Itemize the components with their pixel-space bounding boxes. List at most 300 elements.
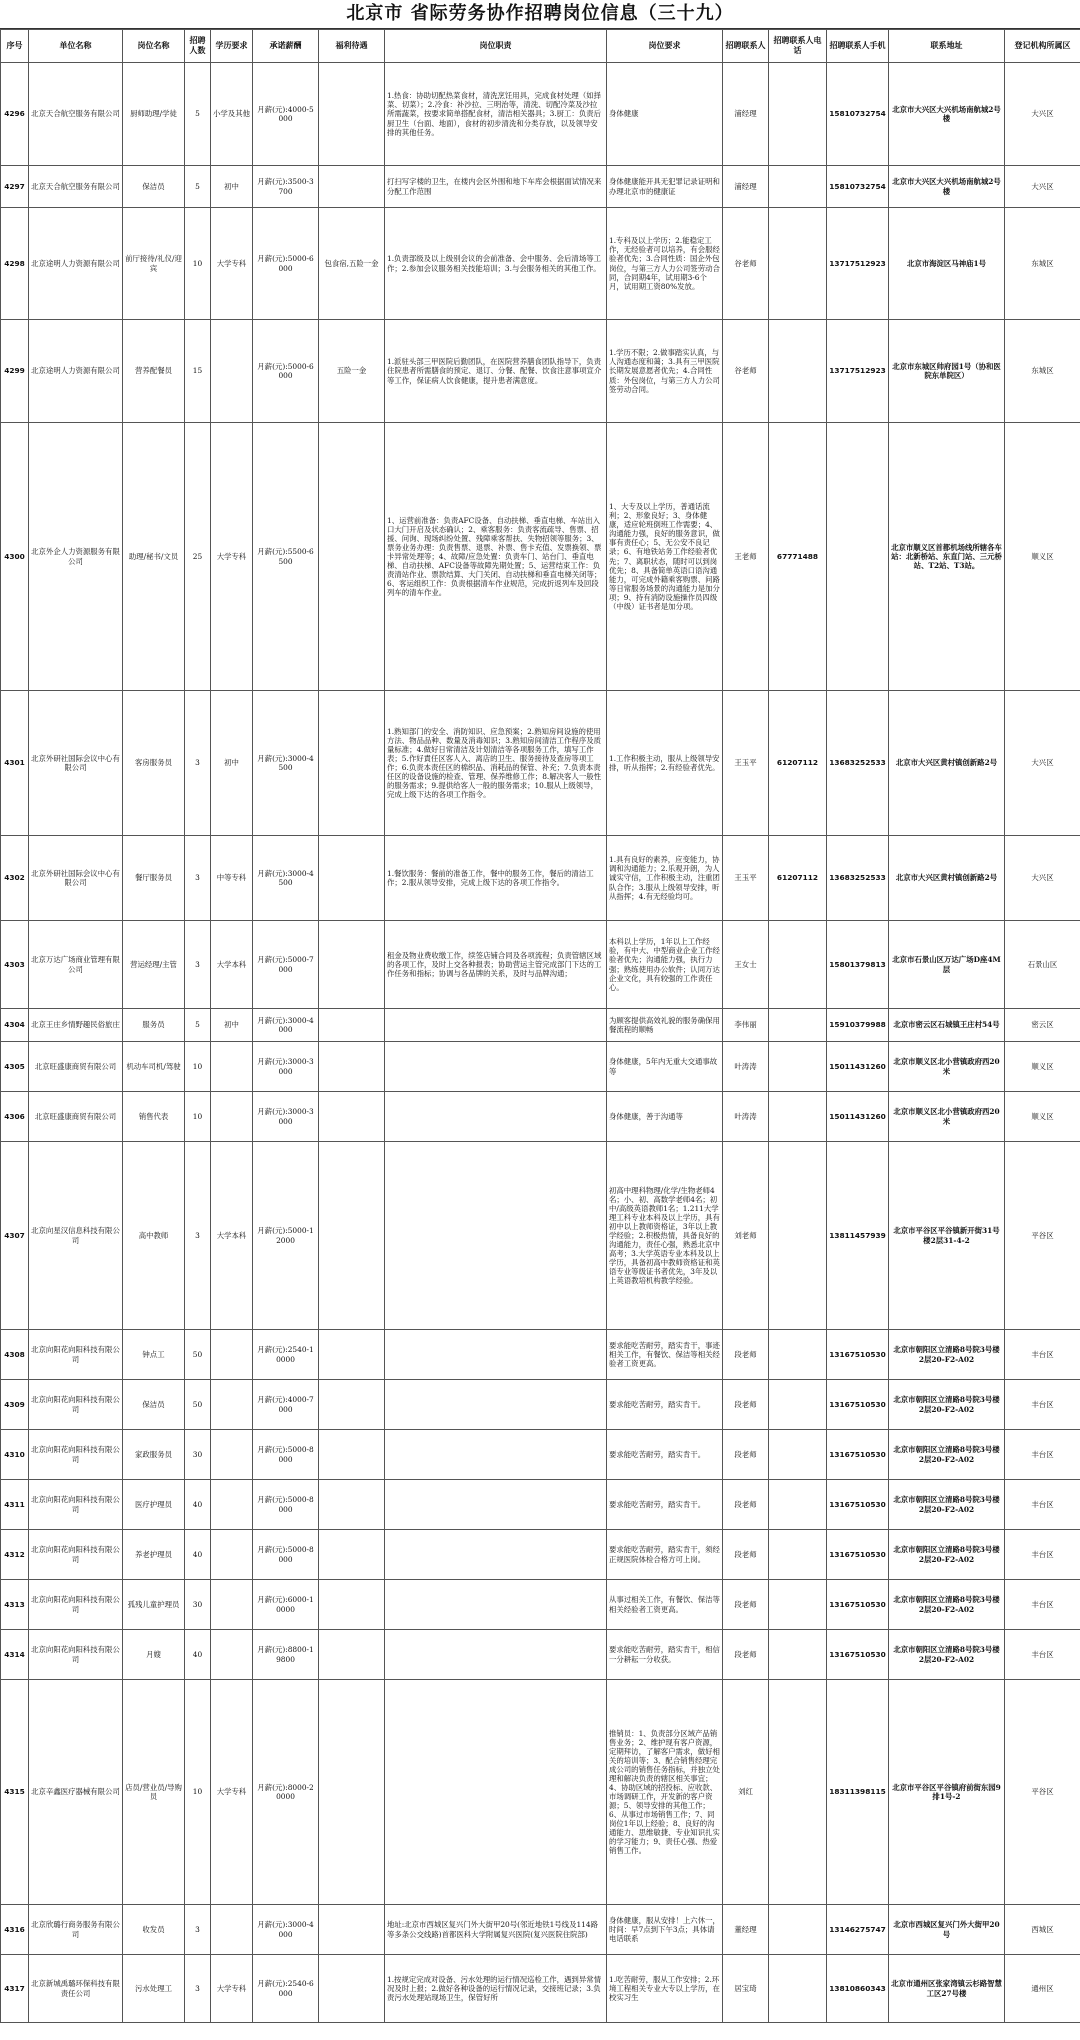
welfare-cell (319, 1042, 385, 1092)
edu-cell: 初中 (211, 166, 253, 208)
welfare-cell (319, 1530, 385, 1580)
district-cell: 西城区 (1005, 1905, 1080, 1955)
district-cell: 丰台区 (1005, 1630, 1080, 1680)
duties-cell (385, 1680, 607, 1905)
address-cell: 北京市朝阳区立清路8号院3号楼2层20-F2-A02 (889, 1480, 1005, 1530)
table-row (1, 1630, 1080, 1680)
header-edu: 学历要求 (211, 30, 253, 63)
position-cell: 孤残儿童护理员 (123, 1580, 185, 1630)
count-cell: 3 (185, 1955, 211, 2023)
district-cell: 东城区 (1005, 320, 1080, 423)
company-cell: 北京向阳花向阳科技有限公司 (29, 1380, 123, 1430)
edu-cell (211, 1380, 253, 1430)
district-cell: 顺义区 (1005, 423, 1080, 691)
duties-cell: 打扫写字楼的卫生，在楼内会区外围和地下车库会根据面试情况来分配工作范围 (385, 166, 607, 208)
tel-cell (769, 1092, 827, 1142)
welfare-cell (319, 1630, 385, 1680)
salary-cell: 月薪(元):4000-5000 (253, 63, 319, 166)
seq: 4301 (1, 691, 29, 836)
count-cell: 3 (185, 921, 211, 1009)
salary-cell: 月薪(元):5500-6500 (253, 423, 319, 691)
edu-cell (211, 1042, 253, 1092)
contact-cell: 叶涛涛 (723, 1092, 769, 1142)
edu-cell: 小学及其他 (211, 63, 253, 166)
mobile-cell: 13167510530 (827, 1430, 889, 1480)
duties-cell: 1.负责部级及以上级别会议的会前准备、会中服务、会后清场等工作；2.参加会议服务相关技能培训；3.与会服务相关的其他工作。 (385, 208, 607, 320)
welfare-cell (319, 1092, 385, 1142)
contact-cell: 浦经理 (723, 63, 769, 166)
contact-cell: 董经理 (723, 1905, 769, 1955)
salary-cell: 月薪(元):5000-8000 (253, 1430, 319, 1480)
salary-cell: 月薪(元):6000-10000 (253, 1580, 319, 1630)
count-cell: 5 (185, 1009, 211, 1042)
tel-cell (769, 1905, 827, 1955)
seq: 4317 (1, 1955, 29, 2023)
address-cell: 北京市平谷区平谷镇新开街31号楼2层31-4-2 (889, 1142, 1005, 1330)
seq: 4304 (1, 1009, 29, 1042)
count-cell: 3 (185, 691, 211, 836)
position-cell: 销售代表 (123, 1092, 185, 1142)
header-duties: 岗位职责 (385, 30, 607, 63)
count-cell: 3 (185, 1142, 211, 1330)
edu-cell: 大学本科 (211, 921, 253, 1009)
mobile-cell: 13717512923 (827, 320, 889, 423)
header-mobile: 招聘联系人手机 (827, 30, 889, 63)
contact-cell: 段老师 (723, 1430, 769, 1480)
requirements-cell: 1、大专及以上学历，普通话流利；2、形象良好；3、身体健康，适应轮班倒班工作需要；4、沟通能力强，良好的服务意识，做事有责任心；5、无公安不良记录；6、有地铁站务工作经验者优先；7、离职状态，随时可以到岗优先；8、具备简单英语口语沟通能力，可完成外籍乘客购票、问路等日常服务场景的沟通能力是加分项；9、持有消防设施操作员四级（中级）证书者是加分项。 (607, 423, 723, 691)
edu-cell (211, 1330, 253, 1380)
tel-cell (769, 1142, 827, 1330)
salary-cell: 月薪(元):4000-7000 (253, 1380, 319, 1430)
company-cell: 北京向阳花向阳科技有限公司 (29, 1530, 123, 1580)
address-cell: 北京市顺义区首都机场线所辖各车站：北新桥站、东直门站、三元桥站、T2站、T3站。 (889, 423, 1005, 691)
table-row (1, 1380, 1080, 1430)
count-cell: 10 (185, 1680, 211, 1905)
company-cell: 北京天合航空服务有限公司 (29, 166, 123, 208)
position-cell: 助理/秘书/文员 (123, 423, 185, 691)
table-row (1, 1142, 1080, 1330)
table-row (1, 166, 1080, 208)
position-cell: 污水处理工 (123, 1955, 185, 2023)
district-cell: 丰台区 (1005, 1330, 1080, 1380)
address-cell: 北京市海淀区马神庙1号 (889, 208, 1005, 320)
header-welfare: 福利待遇 (319, 30, 385, 63)
mobile-cell: 15810732754 (827, 166, 889, 208)
position-cell: 店员/营业员/导购员 (123, 1680, 185, 1905)
address-cell: 北京市大兴区黄村镇创新路2号 (889, 691, 1005, 836)
requirements-cell: 本科以上学历，1年以上工作经验，有中大、中型商业企业工作经验者优先；沟通能力强，执行力强；熟练使用办公软件；认同万达企业文化，具有较强的工作责任心。 (607, 921, 723, 1009)
contact-cell: 李伟丽 (723, 1009, 769, 1042)
header-salary: 承诺薪酬 (253, 30, 319, 63)
position-cell: 收发员 (123, 1905, 185, 1955)
requirements-cell: 为顾客提供高效礼貌的服务确保用餐流程的顺畅 (607, 1009, 723, 1042)
company-cell: 北京新城禹璐环保科技有限责任公司 (29, 1955, 123, 2023)
district-cell: 大兴区 (1005, 166, 1080, 208)
edu-cell: 初中 (211, 691, 253, 836)
district-cell: 密云区 (1005, 1009, 1080, 1042)
count-cell: 40 (185, 1480, 211, 1530)
salary-cell: 月薪(元):3000-3000 (253, 1042, 319, 1092)
count-cell: 3 (185, 1905, 211, 1955)
district-cell: 大兴区 (1005, 691, 1080, 836)
welfare-cell (319, 1680, 385, 1905)
position-cell: 客房服务员 (123, 691, 185, 836)
welfare-cell (319, 1380, 385, 1430)
duties-cell (385, 1092, 607, 1142)
district-cell: 丰台区 (1005, 1480, 1080, 1530)
duties-cell (385, 1430, 607, 1480)
seq: 4296 (1, 63, 29, 166)
contact-cell: 段老师 (723, 1480, 769, 1530)
mobile-cell: 15801379813 (827, 921, 889, 1009)
duties-cell: 1.熟知部门的安全、消防知识、应急预案；2.熟知房间设施的使用方法、物品品种、数量及消毒知识；3.熟知房间清洁工作程序及质量标准；4.做好日常清洁及计划清洁等各项服务工作，填写工作表；5.作好責任区客人入、离店的卫生、服务接待及查房等项工作；6.负责本责任区的棉织品、消耗品的保管、补充；7.负责本责任区的设备设施的检查、管理、保养维修工作；8.解决客人一般性的服务需求；9.提供给客人一般的服务需求；10.服从上级领导，完成上级下达的各项工作指令。 (385, 691, 607, 836)
tel-cell (769, 320, 827, 423)
address-cell: 北京市朝阳区立清路8号院3号楼2层20-F2-A02 (889, 1630, 1005, 1680)
welfare-cell (319, 63, 385, 166)
table-row (1, 1009, 1080, 1042)
seq: 4305 (1, 1042, 29, 1092)
salary-cell: 月薪(元):5000-6000 (253, 208, 319, 320)
tel-cell (769, 1680, 827, 1905)
contact-cell: 谷老师 (723, 208, 769, 320)
tel-cell (769, 921, 827, 1009)
count-cell: 50 (185, 1330, 211, 1380)
requirements-cell: 1.工作积极主动，服从上级领导安排，听从指挥；2.有经验者优先。 (607, 691, 723, 836)
district-cell: 平谷区 (1005, 1680, 1080, 1905)
position-cell: 保洁员 (123, 166, 185, 208)
table-row (1, 1580, 1080, 1630)
requirements-cell: 要求能吃苦耐劳，踏实肯干，事迹相关工作，有餐饮、保洁等相关经验者工资更高。 (607, 1330, 723, 1380)
district-cell: 石景山区 (1005, 921, 1080, 1009)
duties-cell (385, 1009, 607, 1042)
district-cell: 顺义区 (1005, 1042, 1080, 1092)
seq: 4310 (1, 1430, 29, 1480)
mobile-cell: 13167510530 (827, 1630, 889, 1680)
position-cell: 营运经理/主管 (123, 921, 185, 1009)
company-cell: 北京途明人力资源有限公司 (29, 208, 123, 320)
welfare-cell (319, 1480, 385, 1530)
salary-cell: 月薪(元):3500-3700 (253, 166, 319, 208)
district-cell: 丰台区 (1005, 1380, 1080, 1430)
position-cell: 服务员 (123, 1009, 185, 1042)
table-row (1, 1430, 1080, 1480)
header-tel: 招聘联系人电话 (769, 30, 827, 63)
tel-cell (769, 1042, 827, 1092)
requirements-cell: 要求能吃苦耐劳，踏实肯干。 (607, 1480, 723, 1530)
district-cell: 通州区 (1005, 1955, 1080, 2023)
edu-cell: 中等专科 (211, 836, 253, 921)
duties-cell (385, 1330, 607, 1380)
seq: 4312 (1, 1530, 29, 1580)
salary-cell: 月薪(元):2540-6000 (253, 1955, 319, 2023)
table-row (1, 208, 1080, 320)
tel-cell (769, 1630, 827, 1680)
position-cell: 餐厅服务员 (123, 836, 185, 921)
contact-cell: 段老师 (723, 1580, 769, 1630)
mobile-cell: 15011431260 (827, 1042, 889, 1092)
address-cell: 北京市朝阳区立清路8号院3号楼2层20-F2-A02 (889, 1330, 1005, 1380)
table-row (1, 1680, 1080, 1905)
salary-cell: 月薪(元):3000-4500 (253, 836, 319, 921)
district-cell: 东城区 (1005, 208, 1080, 320)
mobile-cell: 13811457939 (827, 1142, 889, 1330)
mobile-cell: 13146275747 (827, 1905, 889, 1955)
welfare-cell (319, 166, 385, 208)
tel-cell (769, 208, 827, 320)
mobile-cell: 18311398115 (827, 1680, 889, 1905)
company-cell: 北京旺盛康商贸有限公司 (29, 1042, 123, 1092)
count-cell: 10 (185, 1042, 211, 1092)
contact-cell: 王玉平 (723, 691, 769, 836)
company-cell: 北京向阳花向阳科技有限公司 (29, 1330, 123, 1380)
mobile-cell: 13717512923 (827, 208, 889, 320)
tel-cell (769, 166, 827, 208)
seq: 4315 (1, 1680, 29, 1905)
welfare-cell (319, 1430, 385, 1480)
address-cell: 北京市朝阳区立清路8号院3号楼2层20-F2-A02 (889, 1530, 1005, 1580)
company-cell: 北京欣璐行商务服务有限公司 (29, 1905, 123, 1955)
mobile-cell: 13167510530 (827, 1330, 889, 1380)
edu-cell: 初中 (211, 1009, 253, 1042)
count-cell: 10 (185, 208, 211, 320)
address-cell: 北京市朝阳区立清路8号院3号楼2层20-F2-A02 (889, 1580, 1005, 1630)
seq: 4311 (1, 1480, 29, 1530)
edu-cell (211, 1430, 253, 1480)
welfare-cell: 五险一金 (319, 320, 385, 423)
welfare-cell (319, 1142, 385, 1330)
mobile-cell: 13167510530 (827, 1380, 889, 1430)
company-cell: 北京外企人力资源服务有限公司 (29, 423, 123, 691)
tel-cell: 67771488 (769, 423, 827, 691)
tel-cell (769, 1009, 827, 1042)
edu-cell: 大学本科 (211, 1142, 253, 1330)
district-cell: 顺义区 (1005, 1092, 1080, 1142)
edu-cell (211, 1905, 253, 1955)
requirements-cell: 推销员：1、负责部分区域产品销售业务；2、维护现有客户资源，定期拜访，了解客户需求，做好相关的培训等；3、配合销售经理完成公司的销售任务指标，并独立处理和解决负责的辖区相关事宜；4、协助区域的招投标、应收款、市场调研工作，开发新的客户资源；5、领导安排的其他工作；6、从事过市场销售工作；7、同岗位1年以上经验；8、良好的沟通能力、思维敏捷、专业知识扎实的学习能力；9、责任心强、热爱销售工作。 (607, 1680, 723, 1905)
welfare-cell (319, 921, 385, 1009)
table-row (1, 836, 1080, 921)
salary-cell: 月薪(元):8800-19800 (253, 1630, 319, 1680)
position-cell: 医疗护理员 (123, 1480, 185, 1530)
address-cell: 北京市通州区张家湾镇云杉路智慧工区27号楼 (889, 1955, 1005, 2023)
mobile-cell: 15810732754 (827, 63, 889, 166)
tel-cell (769, 1530, 827, 1580)
edu-cell (211, 1530, 253, 1580)
company-cell: 北京向阳花向阳科技有限公司 (29, 1480, 123, 1530)
seq: 4299 (1, 320, 29, 423)
requirements-cell: 1.学历不限；2.做事踏实认真，与人沟通态度和蔼；3.具有三甲医院长期发展意愿者优先；4.合同性质：外包岗位，与第三方人力公司签劳动合同。 (607, 320, 723, 423)
address-cell: 北京市西城区复兴门外大街甲20号 (889, 1905, 1005, 1955)
duties-cell (385, 1580, 607, 1630)
welfare-cell (319, 1955, 385, 2023)
count-cell: 40 (185, 1630, 211, 1680)
contact-cell: 王老师 (723, 423, 769, 691)
table-row (1, 1330, 1080, 1380)
seq: 4314 (1, 1630, 29, 1680)
mobile-cell: 13810860343 (827, 1955, 889, 2023)
salary-cell: 月薪(元):3000-4000 (253, 1905, 319, 1955)
seq: 4316 (1, 1905, 29, 1955)
requirements-cell: 身体健康能开具无犯罪记录证明和办理北京市的健康证 (607, 166, 723, 208)
edu-cell (211, 1092, 253, 1142)
company-cell: 北京外研社国际会议中心有限公司 (29, 836, 123, 921)
welfare-cell (319, 1009, 385, 1042)
seq: 4300 (1, 423, 29, 691)
duties-cell: 1.派驻头部三甲医院后勤团队，在医院营养膳食团队指导下，负责住院患者所需膳食的预定、退订、分餐、配餐、饮食注意事项宣介等工作，保证病人饮食健康，提升患者满意度。 (385, 320, 607, 423)
table-row (1, 1530, 1080, 1580)
duties-cell: 1.按规定完成对设备、污水处理的运行情况巡检工作，遇到异常情况及时上报；2.做好各种设备的运行情况记录，交接班记录；3.负责污水处理站现场卫生，保管好所 (385, 1955, 607, 2023)
table-row (1, 1905, 1080, 1955)
address-cell: 北京市东城区帅府园1号（协和医院东单院区） (889, 320, 1005, 423)
duties-cell (385, 1530, 607, 1580)
tel-cell (769, 63, 827, 166)
company-cell: 北京旺盛康商贸有限公司 (29, 1092, 123, 1142)
count-cell: 30 (185, 1430, 211, 1480)
seq: 4303 (1, 921, 29, 1009)
welfare-cell (319, 1330, 385, 1380)
salary-cell: 月薪(元):3000-4500 (253, 691, 319, 836)
duties-cell: 1.热食：协助切配热菜食材，清洗烹饪用具，完成食材处理（如择菜、切菜）；2.冷食：补沙拉、三明治等，清洗、切配冷菜及沙拉所需蔬菜，按要求简单搭配食材，清洁相关器具；3.厨工：负责后厨卫生（台面、地面），食材的初步清洗和分类存放，以及领导安排的其他任务。 (385, 63, 607, 166)
tel-cell (769, 1480, 827, 1530)
company-cell: 北京向阳花向阳科技有限公司 (29, 1430, 123, 1480)
address-cell: 北京市朝阳区立清路8号院3号楼2层20-F2-A02 (889, 1380, 1005, 1430)
count-cell: 10 (185, 1092, 211, 1142)
mobile-cell (827, 423, 889, 691)
table-row (1, 691, 1080, 836)
header-row (1, 30, 1080, 63)
welfare-cell (319, 691, 385, 836)
header-requirements: 岗位要求 (607, 30, 723, 63)
requirements-cell: 1.专科及以上学历；2.能稳定工作，无经验者可以培养，有会服经验者优先；3.合同性质：国企外包岗位，与第三方人力公司签劳动合同，合同期4年，试用期3-6个月，试用期工资80%发放。 (607, 208, 723, 320)
company-cell: 北京向阳花向阳科技有限公司 (29, 1630, 123, 1680)
salary-cell: 月薪(元):5000-12000 (253, 1142, 319, 1330)
contact-cell: 段老师 (723, 1530, 769, 1580)
table-row (1, 921, 1080, 1009)
table-row (1, 1042, 1080, 1092)
edu-cell: 大学专科 (211, 423, 253, 691)
tel-cell: 61207112 (769, 836, 827, 921)
edu-cell (211, 1630, 253, 1680)
address-cell: 北京市朝阳区立清路8号院3号楼2层20-F2-A02 (889, 1430, 1005, 1480)
duties-cell (385, 1630, 607, 1680)
contact-cell: 段老师 (723, 1380, 769, 1430)
district-cell: 大兴区 (1005, 836, 1080, 921)
district-cell: 丰台区 (1005, 1580, 1080, 1630)
contact-cell: 居宝琦 (723, 1955, 769, 2023)
requirements-cell: 身体健康，5年内无重大交通事故等 (607, 1042, 723, 1092)
address-cell: 北京市平谷区平谷镇府前街东园9排1号-2 (889, 1680, 1005, 1905)
duties-cell: 1.餐饮服务：餐前的准备工作，餐中的服务工作，餐后的清洁工作；2.服从领导安排，完成上级下达的各项工作指令。 (385, 836, 607, 921)
count-cell: 15 (185, 320, 211, 423)
edu-cell: 大学专科 (211, 1955, 253, 2023)
requirements-cell: 要求能吃苦耐劳，踏实肯干。 (607, 1380, 723, 1430)
header-seq: 序号 (1, 30, 29, 63)
mobile-cell: 13167510530 (827, 1480, 889, 1530)
address-cell: 北京市密云区石城镇王庄村54号 (889, 1009, 1005, 1042)
mobile-cell: 13167510530 (827, 1580, 889, 1630)
contact-cell: 浦经理 (723, 166, 769, 208)
requirements-cell: 身体健康 (607, 63, 723, 166)
count-cell: 5 (185, 166, 211, 208)
requirements-cell: 从事过相关工作，有餐饮、保洁等相关经验者工资更高。 (607, 1580, 723, 1630)
requirements-cell: 初高中理科物理/化学/生物老师4名；小、初、高数学老师4名；初中/高级英语教师1名；1.211大学理工科专业本科及以上学历，具有初中以上教师资格证，3年以上教学经验；2.积极热情，具备良好的沟通能力，责任心强，熟悉北京中高考；3.大学英语专业本科及以上学历，具备初高中教师资格证和英语专业等级证书者优先，3年及以上英语教培机构教学经验。 (607, 1142, 723, 1330)
welfare-cell (319, 423, 385, 691)
contact-cell: 刘老师 (723, 1142, 769, 1330)
salary-cell: 月薪(元):5000-8000 (253, 1480, 319, 1530)
company-cell: 北京途明人力资源有限公司 (29, 320, 123, 423)
edu-cell: 大学专科 (211, 208, 253, 320)
table-row (1, 320, 1080, 423)
table-row (1, 63, 1080, 166)
district-cell: 丰台区 (1005, 1530, 1080, 1580)
header-district: 登记机构所属区 (1005, 30, 1080, 63)
position-cell: 厨师助理/学徒 (123, 63, 185, 166)
address-cell: 北京市大兴区黄村镇创新路2号 (889, 836, 1005, 921)
requirements-cell: 要求能吃苦耐劳，踏实肯干，须经正规医院体检合格方可上岗。 (607, 1530, 723, 1580)
seq: 4306 (1, 1092, 29, 1142)
position-cell: 前厅接待/礼仪/迎宾 (123, 208, 185, 320)
mobile-cell: 15011431260 (827, 1092, 889, 1142)
mobile-cell: 13683252533 (827, 836, 889, 921)
seq: 4298 (1, 208, 29, 320)
count-cell: 25 (185, 423, 211, 691)
header-address: 联系地址 (889, 30, 1005, 63)
header-company: 单位名称 (29, 30, 123, 63)
tel-cell (769, 1330, 827, 1380)
mobile-cell: 13683252533 (827, 691, 889, 836)
position-cell: 保洁员 (123, 1380, 185, 1430)
duties-cell (385, 1480, 607, 1530)
header-contact: 招聘联系人 (723, 30, 769, 63)
salary-cell: 月薪(元):8000-20000 (253, 1680, 319, 1905)
district-cell: 平谷区 (1005, 1142, 1080, 1330)
requirements-cell: 身体健康，服从安排！上六休一，时间：早7点到下午3点；具体请电话联系 (607, 1905, 723, 1955)
seq: 4313 (1, 1580, 29, 1630)
salary-cell: 月薪(元):2540-10000 (253, 1330, 319, 1380)
table-row (1, 1480, 1080, 1530)
address-cell: 北京市大兴区大兴机场南航城2号楼 (889, 166, 1005, 208)
company-cell: 北京王庄乡情野趣民俗旅庄 (29, 1009, 123, 1042)
edu-cell: 大学专科 (211, 1680, 253, 1905)
table-row (1, 1092, 1080, 1142)
salary-cell: 月薪(元):5000-8000 (253, 1530, 319, 1580)
district-cell: 丰台区 (1005, 1430, 1080, 1480)
page-title: 北京市 省际劳务协作招聘岗位信息（三十九） (0, 0, 1080, 29)
mobile-cell: 13167510530 (827, 1530, 889, 1580)
contact-cell: 王女士 (723, 921, 769, 1009)
seq: 4307 (1, 1142, 29, 1330)
edu-cell (211, 1480, 253, 1530)
salary-cell: 月薪(元):5000-6000 (253, 320, 319, 423)
tel-cell (769, 1380, 827, 1430)
welfare-cell (319, 836, 385, 921)
count-cell: 5 (185, 63, 211, 166)
mobile-cell: 15910379988 (827, 1009, 889, 1042)
duties-cell (385, 1142, 607, 1330)
seq: 4302 (1, 836, 29, 921)
header-position: 岗位名称 (123, 30, 185, 63)
contact-cell: 叶涛涛 (723, 1042, 769, 1092)
position-cell: 钟点工 (123, 1330, 185, 1380)
address-cell: 北京市顺义区北小营镇政府西20米 (889, 1042, 1005, 1092)
company-cell: 北京辛鑫医疗器械有限公司 (29, 1680, 123, 1905)
count-cell: 30 (185, 1580, 211, 1630)
table-row (1, 423, 1080, 691)
requirements-cell: 要求能吃苦耐劳，踏实肯干，相信一分耕耘一分收获。 (607, 1630, 723, 1680)
duties-cell (385, 1380, 607, 1430)
district-cell: 大兴区 (1005, 63, 1080, 166)
position-cell: 养老护理员 (123, 1530, 185, 1580)
